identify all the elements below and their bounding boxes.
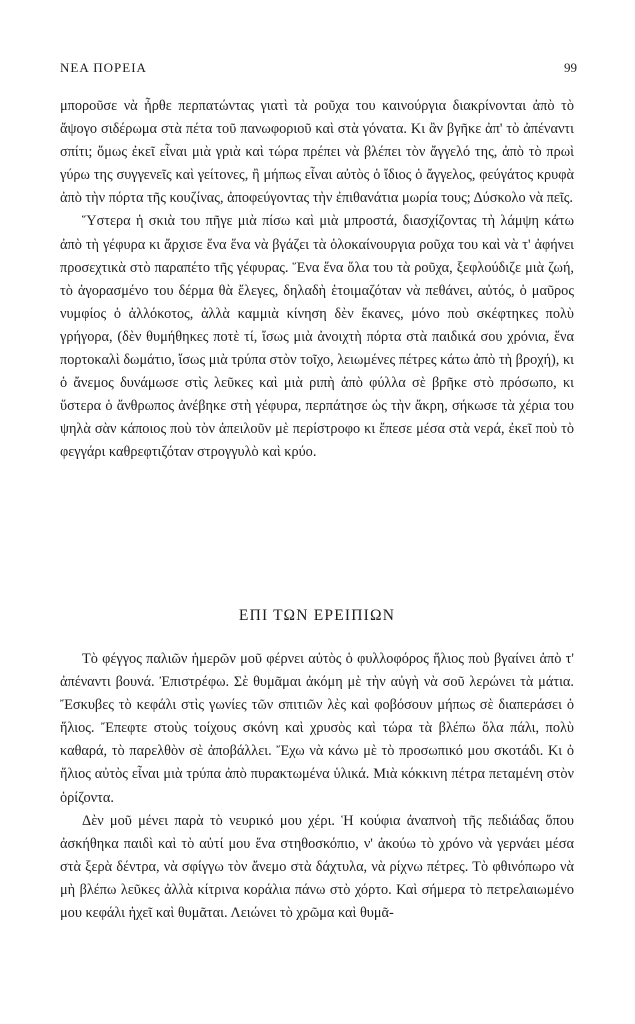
paragraph: Τὸ φέγγος παλιῶν ἡμερῶν μοῦ φέρνει αὐτὸς ὁ φυλλοφόρος ἥλιος ποὺ βγαίνει ἀπὸ τ' ἀπέναντι βουνά. Ἐπιστρέφω. Σὲ θυμᾶμαι ἀκόμη μὲ τὴν αὐγὴ νὰ σοῦ λερώνει τὰ μάτια. Ἔσκυβες τὸ κεφάλι στὶς γωνίες τῶν σπιτιῶν λὲς καὶ φοβόσουν μήπως σὲ διαπεράσει ὁ ἥλιος. Ἔπεφτε στοὺς τοίχους σκόνη καὶ χρυσὸς καὶ τώρα τὰ βλέπω ὅλα πάλι, πολὺ καθαρά, τὸ παρελθὸν σὲ ἀποβάλλει. Ἔχω νὰ κάνω μὲ τὸ προσωπικό μου σκοτάδι. Κι ὁ ἥλιος αὐτὸς εἶναι μιὰ τρύπα ἀπὸ πυρακτωμένα ὑλικά. Μιὰ κόκκινη πέτρα πεταμένη στὸν ὁρίζοντα.: [60, 651, 574, 806]
section-ruins: [60, 648, 574, 925]
section-title: ΕΠΙ ΤΩΝ ΕΡΕΙΠΙΩΝ: [238, 607, 396, 624]
paragraph: μποροῦσε νὰ ἦρθε περπατώντας γιατὶ τὰ ροῦχα του καινούργια διακρίνονται ἀπὸ τὸ ἄψογο σιδέρωμα στὰ πέτα τοῦ πανωφοριοῦ καὶ στὰ γόνατα. Κι ἂν βγῆκε ἀπ' τὸ ἀπέναντι σπίτι; ὅμως ἐκεῖ εἶναι μιὰ γριὰ καὶ τώρα πρέπει νὰ βλέπει τὸν ἄγγελό της, ἀπὸ τὸ πρωὶ γύρω της συγγενεῖς καὶ γείτονες, ἢ μήπως εἶναι αὐτὸς ὁ ἴδιος ὁ ἄγγελος, φεύγάτος κρυφὰ ἀπὸ τὴν πόρτα τῆς κουζίνας, ἀποφεύγοντας τὴν ἐπιθανάτια μωρία τους; Δύσκολο νὰ πεῖς.: [60, 98, 574, 207]
page-header: [60, 60, 577, 80]
section-continued-story: [60, 95, 574, 465]
paragraph: Ὕστερα ἡ σκιὰ του πῆγε μιὰ πίσω καὶ μιὰ μπροστά, διασχίζοντας τὴ λάμψη κάτω ἀπὸ τὴ γέφυρα κι ἄρχισε ἕνα ἕνα νὰ βγάζει τὰ ὁλοκαίνουργια ροῦχα του καὶ νὰ τ' ἀφήνει προσεχτικὰ στὸ παραπέτο τῆς γέφυρας. Ἕνα ἕνα ὅλα του τὰ ροῦχα, ξεφλούδιζε μιὰ ζωή, τὸ ἀγορασμένο του δέρμα θὰ ἔλεγες, δηλαδὴ ἑτοιμαζόταν νὰ πεθάνει, αὐτός, ὁ μαῦρος νυμφίος ὁ ἀλλόκοτος, ἀλλὰ καμμιὰ κίνηση δὲν ἔκανες, μόνο ποὺ σκέφτηκες πολὺ γρήγορα, (δὲν θυμήθηκες ποτὲ τί, ἴσως μιὰ ἀνοιχτὴ πόρτα στὰ παιδικά σου χρόνια, ἕνα πορτοκαλὶ δωμάτιο, ἴσως μιὰ τρύπα στὸν τοῖχο, λειωμένες πέτρες κάτω ἀπὸ τὴ βροχή), κι ὁ ἄνεμος δυνάμωσε στὶς λεῦκες καὶ μιὰ ριπὴ ἀπὸ φύλλα σὲ βρῆκε στὸ πρόσωπο, κι ὕστερα ὁ ἄνθρωπος ἀνέβηκε στὴ γέφυρα, περπάτησε ὡς τὴν ἄκρη, σήκωσε τὰ χέρια του ψηλὰ σὰν κάποιος ποὺ τὸν ἀπειλοῦν μὲ περίστροφο κι ἔπεσε μέσα στὰ νερά, ἐκεῖ ποὺ τὸ φεγγάρι καθρεφτιζόταν στρογγυλὸ καὶ κρύο.: [60, 213, 575, 461]
page-number: 99: [564, 60, 577, 75]
paragraph: Δὲν μοῦ μένει παρὰ τὸ νευρικό μου χέρι. Ἡ κούφια ἀναπνοὴ τῆς πεδιάδας ὅπου ἀσκήθηκα παιδὶ καὶ τὸ αὐτί μου ἕνα στηθοσκόπιο, ν' ἀκούω τὸ χρόνο νὰ γερνάει μέσα στὰ ξερὰ δέντρα, νὰ σφίγγω τὸν ἄνεμο στὰ δάχτυλα, νὰ ρίχνω πέτρες. Τὸ φθινόπωρο νὰ μὴ βλέπω λεῦκες ἀλλὰ κίτρινα κοράλια πάνω στὸ χόρτο. Καὶ σήμερα τὸ πετρελαιωμένο μου κεφάλι ἠχεῖ καὶ θυμᾶται. Λειώνει τὸ χρῶμα καὶ θυμᾶ-: [60, 812, 574, 922]
running-title: ΝΕΑ ΠΟΡΕΙΑ: [60, 60, 147, 75]
